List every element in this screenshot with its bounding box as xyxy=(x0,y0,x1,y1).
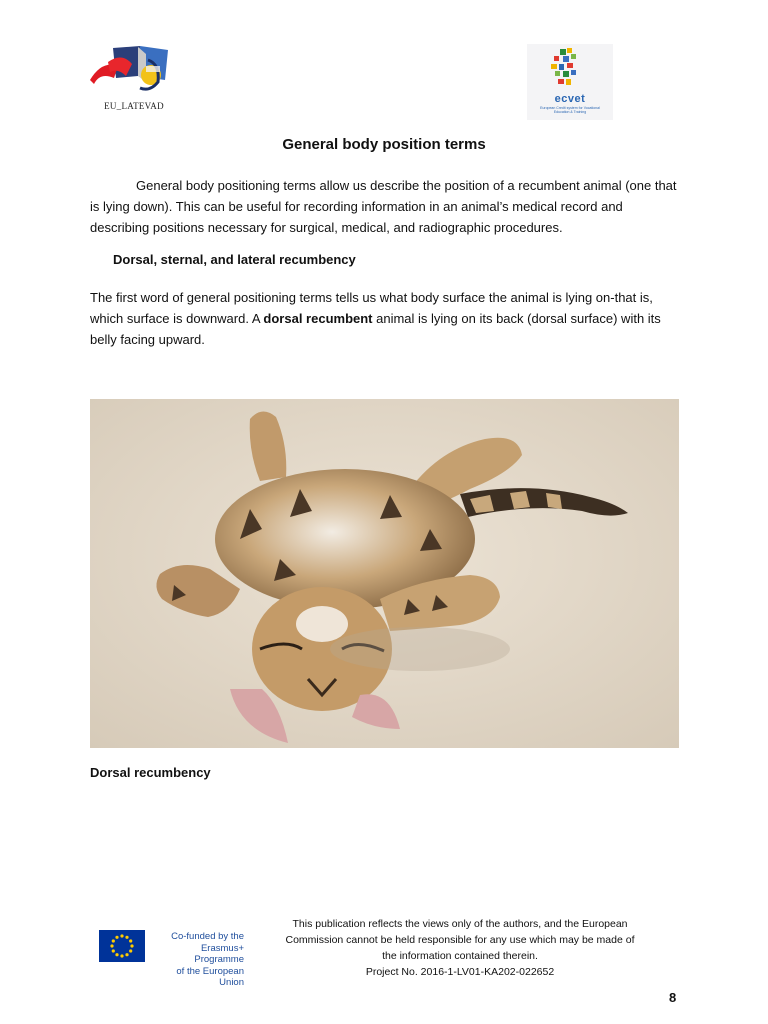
erasmus-cofunded-text xyxy=(151,931,244,989)
disclaimer-line-2: Commission cannot be held responsible for any use which may be made of xyxy=(285,934,635,946)
page-number: 8 xyxy=(669,990,677,1005)
eu-text-line-1: Co-funded by the xyxy=(171,931,244,942)
ecvet-logo-subtitle: European Credit system for Vocational Education & Training xyxy=(540,106,600,114)
dorsal-paragraph xyxy=(90,287,680,350)
figure-caption: Dorsal recumbency xyxy=(90,765,211,780)
eu-flag-icon xyxy=(99,930,145,962)
project-number: Project No. 2016-1-LV01-KA202-022652 xyxy=(365,966,555,978)
eu-text-line-2: Erasmus+ Programme xyxy=(194,942,244,965)
page-title: General body position terms xyxy=(282,136,486,153)
kitten-dorsal-recumbency-photo xyxy=(90,399,679,748)
ecvet-logo-name: ecvet xyxy=(554,93,586,105)
section-subheading: Dorsal, sternal, and lateral recumbency xyxy=(113,252,356,267)
dorsal-recumbent-term: dorsal recumbent xyxy=(263,311,373,326)
eu-latevad-logo-caption: EU_LATEVAD xyxy=(104,101,164,111)
disclaimer xyxy=(262,916,658,980)
disclaimer-line-1: This publication reflects the views only of the authors, and the European xyxy=(292,918,628,930)
dorsal-paragraph-end: animal is lying on its back (dorsal surface) with its belly facing upward. xyxy=(90,311,661,347)
intro-paragraph: General body positioning terms allow us describe the position of a recumbent animal (one that is lying down). This can be useful for recording information in an animal’s medical record and describing positions necessary for surgical, medical, and radiographic procedures. xyxy=(90,178,677,235)
eu-text-line-3: of the European Union xyxy=(176,965,244,988)
disclaimer-line-3: the information contained therein. xyxy=(382,950,538,962)
dorsal-paragraph-start: The first word of general positioning terms tells us what body surface the animal is lying on-that is, which surface is downward. A xyxy=(90,290,653,326)
